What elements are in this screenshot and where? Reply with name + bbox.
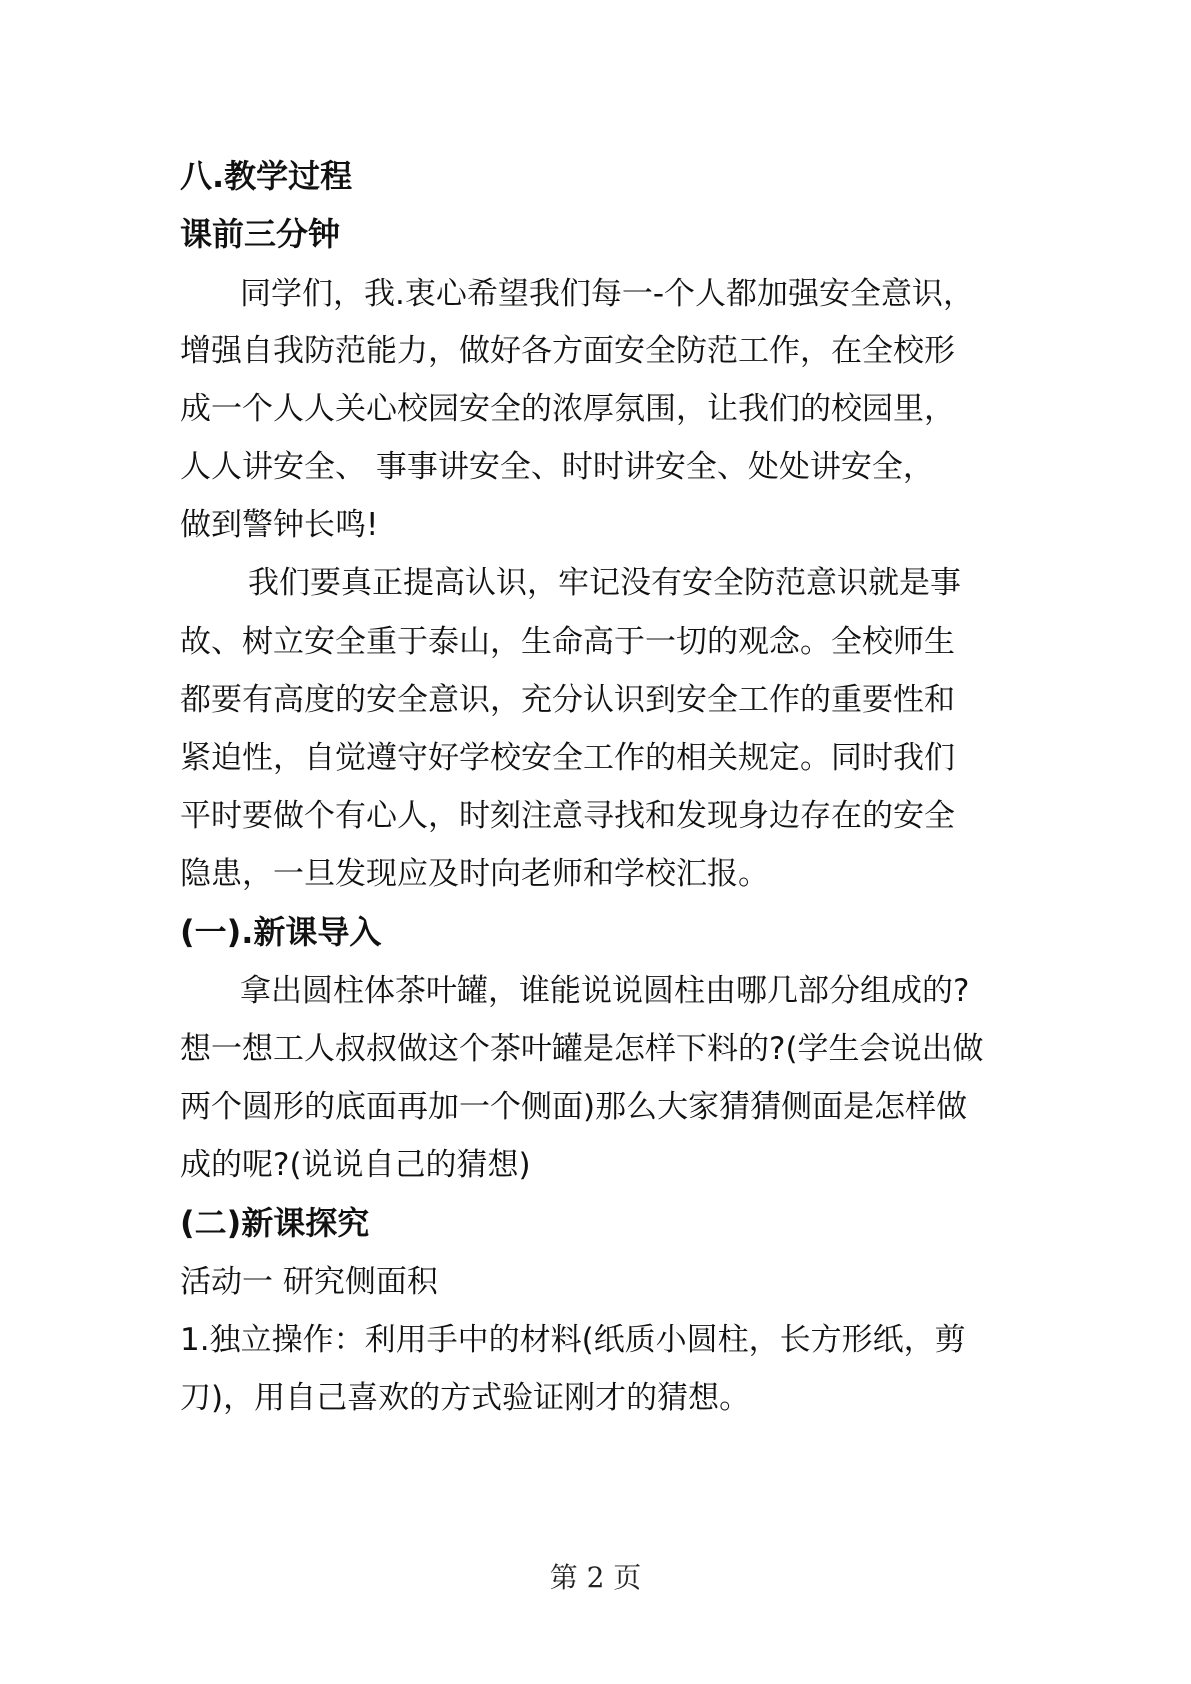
paragraph-line: 做到警钟长鸣! bbox=[180, 507, 379, 543]
paragraph-line: 增强自我防范能力，做好各方面安全防范工作，在全校形 bbox=[180, 333, 955, 369]
paragraph-line: 想一想工人叔叔做这个茶叶罐是怎样下料的?(学生会说出做 bbox=[180, 1031, 984, 1067]
paragraph-line: 平时要做个有心人，时刻注意寻找和发现身边存在的安全 bbox=[180, 798, 955, 834]
paragraph-line: 隐患，一旦发现应及时向老师和学校汇报。 bbox=[180, 856, 769, 892]
activity-title: 活动一 研究侧面积 bbox=[180, 1264, 438, 1300]
paragraph-line: 故、树立安全重于泰山，生命高于一切的观念。全校师生 bbox=[180, 624, 955, 660]
paragraph-line: 两个圆形的底面再加一个侧面)那么大家猜猜侧面是怎样做 bbox=[180, 1089, 968, 1125]
step-line: 刀)，用自己喜欢的方式验证刚才的猜想。 bbox=[180, 1380, 751, 1416]
paragraph-line: 同学们，我.衷心希望我们每一-个人都加强安全意识， bbox=[240, 276, 975, 312]
section-title: 八.教学过程 bbox=[180, 157, 353, 195]
paragraph-line: 我们要真正提高认识，牢记没有安全防范意识就是事 bbox=[248, 565, 961, 601]
page-number-footer: 第 2 页 bbox=[549, 1561, 642, 1594]
subsection-title: 课前三分钟 bbox=[180, 215, 341, 253]
paragraph-line: 都要有高度的安全意识，充分认识到安全工作的重要性和 bbox=[180, 682, 955, 718]
heading-new-lesson-intro: (一).新课导入 bbox=[180, 913, 382, 951]
paragraph-line: 人人讲安全、 事事讲安全、时时讲安全、处处讲安全， bbox=[180, 449, 934, 485]
paragraph-line: 成的呢?(说说自己的猜想) bbox=[180, 1147, 531, 1183]
paragraph-line: 紧迫性，自觉遵守好学校安全工作的相关规定。同时我们 bbox=[180, 740, 955, 776]
step-line: 1.独立操作：利用手中的材料(纸质小圆柱，长方形纸，剪 bbox=[180, 1322, 966, 1358]
paragraph-line: 拿出圆柱体茶叶罐，谁能说说圆柱由哪几部分组成的? bbox=[240, 973, 970, 1009]
paragraph-line: 成一个人人关心校园安全的浓厚氛围，让我们的校园里， bbox=[180, 391, 955, 427]
heading-new-lesson-explore: (二)新课探究 bbox=[180, 1204, 370, 1242]
